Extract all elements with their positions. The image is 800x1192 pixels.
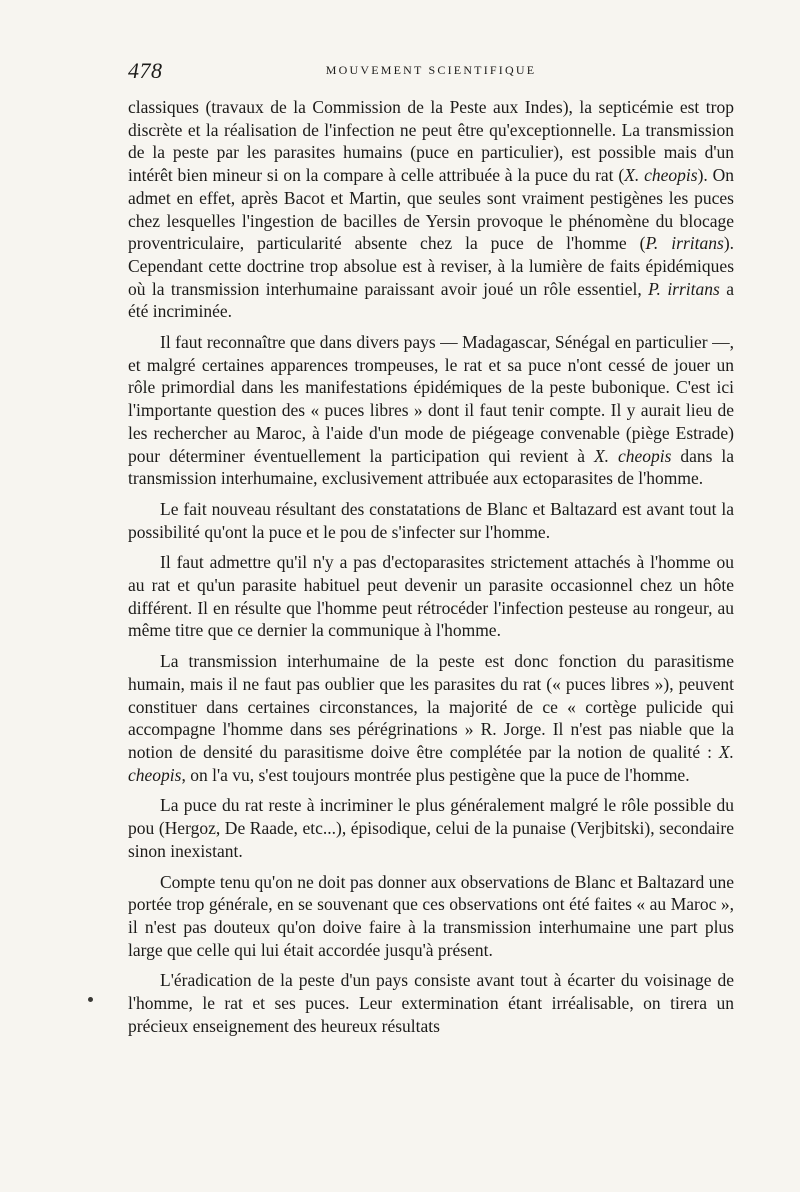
text-run: , on l'a vu, s'est toujours montrée plus pestigène que la puce de l'homme. xyxy=(181,764,690,785)
print-speck xyxy=(88,997,93,1002)
text-run: La puce du rat reste à incriminer le plus généralement malgré le rôle possible du pou (Hergoz, De Raade, etc...), épisodique, celui de la punaise (Verjbitski), secondaire sinon inexistant. xyxy=(128,795,734,861)
running-head xyxy=(128,58,734,86)
text-run: ). Cependant cette doctrine trop absolue est à reviser, à la lumière de faits épidémiques où la transmission interhumaine paraissant avoir joué un rôle essentiel, xyxy=(128,233,735,299)
paragraph xyxy=(128,794,734,862)
paragraph xyxy=(128,331,734,490)
paragraph xyxy=(128,96,734,323)
paragraph xyxy=(128,650,734,786)
text-run: La transmission interhumaine de la peste est donc fonction du parasitisme humain, mais il ne faut pas oublier que les parasites du rat (« puces libres »), peuvent constituer dans certaines circonstances, la majorité de ce « cortège pulicide qui accompagne l'homme dans ses pérégrinations » R. Jorge. Il n'est pas niable que la notion de densité du parasitisme doive être complétée par la notion de qualité : xyxy=(128,651,734,762)
text-run: dans la transmission interhumaine, exclusivement attribuée aux ectoparasites de l'homme. xyxy=(128,445,734,489)
text-run: Le fait nouveau résultant des constatations de Blanc et Baltazard est avant tout la possibilité qu'ont la puce et le pou de s'infecter sur l'homme. xyxy=(128,498,734,542)
text-run: Il faut admettre qu'il n'y a pas d'ectoparasites strictement attachés à l'homme ou au rat et qu'un parasite habituel peut devenir un parasite occasionnel chez un hôte différent. Il en résulte que l'homme peut rétrocéder l'infection pesteuse au rongeur, au même titre que ce dernier la communique à l'homme. xyxy=(128,552,734,641)
paragraph xyxy=(128,969,734,1037)
text-run: Il faut reconnaître que dans divers pays — Madagascar, Sénégal en particulier —, et malgré certaines apparences trompeuses, le rat et sa puce n'ont cessé de jouer un rôle primordial dans les manifestations épidémiques de la peste bubonique. C'est ici l'importante question des « puces libres » dont il faut tenir compte. Il y aurait lieu de les rechercher au Maroc, à l'aide d'un mode de piégeage convenable (piège Estrade) pour déterminer éventuellement la participation qui revient à xyxy=(128,332,734,466)
paragraph xyxy=(128,551,734,642)
running-title: MOUVEMENT SCIENTIFIQUE xyxy=(325,63,537,77)
page-number: 478 xyxy=(128,58,163,83)
text-run: a été incriminée. xyxy=(128,278,734,322)
italic-taxon: P. irritans xyxy=(645,233,724,254)
italic-taxon: P. irritans xyxy=(648,278,720,299)
italic-taxon: X. cheopis xyxy=(128,741,734,785)
text-run: L'éradication de la peste d'un pays consiste avant tout à écarter du voisinage de l'homme, le rat et ses puces. Leur extermination étant irréalisable, on tirera un précieux enseignement des heureux résultats xyxy=(128,970,734,1036)
text-run: Compte tenu qu'on ne doit pas donner aux observations de Blanc et Baltazard une portée trop générale, en se souvenant que ces observations ont été faites « au Maroc », il n'est pas douteux qu'on doive faire à la transmission interhumaine une part plus large que celle qui lui était accordée jusqu'à présent. xyxy=(128,871,734,960)
text-run: classiques (travaux de la Commission de la Peste aux Indes), la septicémie est trop discrète et la réalisation de l'infection ne peut être qu'exceptionnelle. La transmission de la peste par les parasites humains (puce en particulier), est possible mais d'un intérêt bien mineur si on la compare à celle attribuée à la puce du rat ( xyxy=(128,97,734,186)
text-run: ). On admet en effet, après Bacot et Martin, que seules sont vraiment pestigènes les puces chez lesquelles l'ingestion de bacilles de Yersin provoque le phénomène du blocage proventriculaire, particularité absente chez la puce de l'homme ( xyxy=(128,165,734,254)
paragraph xyxy=(128,871,734,962)
italic-taxon: X. cheopis xyxy=(593,445,672,466)
paragraph xyxy=(128,498,734,543)
italic-taxon: X. cheopis xyxy=(624,165,698,186)
body-text xyxy=(128,96,734,1045)
